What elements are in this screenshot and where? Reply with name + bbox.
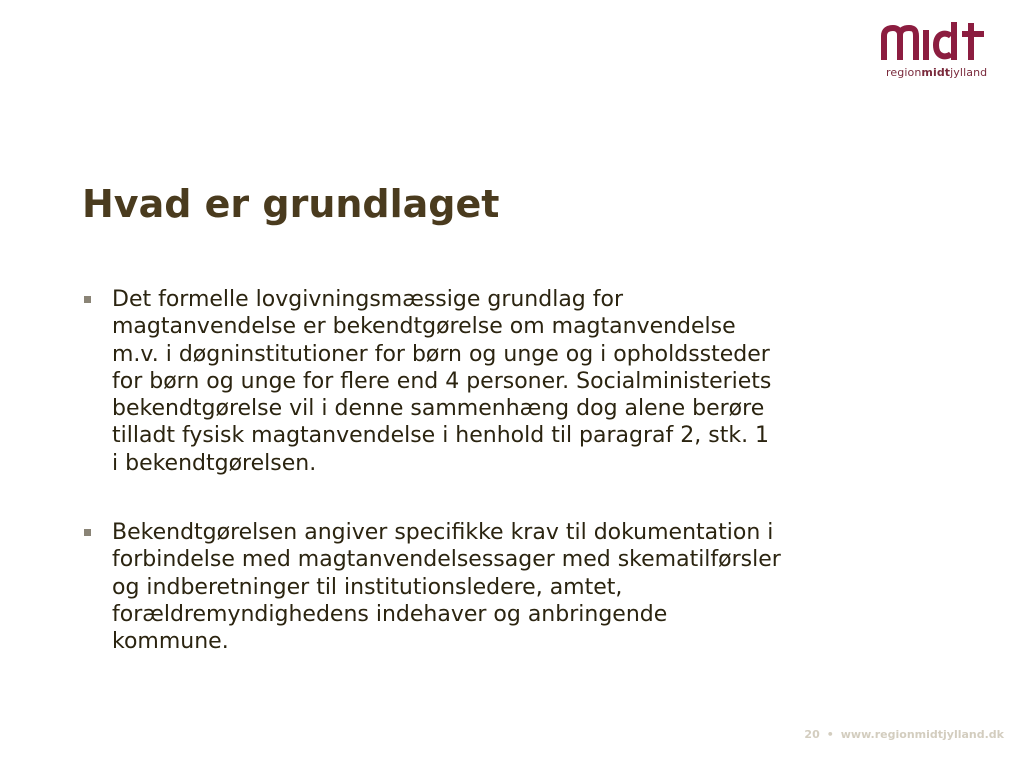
square-bullet-icon (84, 296, 91, 303)
logo-subline-region: region (886, 66, 922, 79)
bullet-text: Det formelle lovgivningsmæssige grundlag for magtanvendelse er bekendtgørelse om magtanvendelse m.v. i døgninstitutioner for børn og unge og i opholdssteder for børn og unge for flere end 4 personer. Socialministeriets bekendtgørelse vil i denne sammenhæng dog alene berøre tilladt fysisk magtanvendelse i henhold til paragraf 2, stk. 1 i bekendtgørelsen. (112, 287, 772, 476)
bullet-text: Bekendtgørelsen angiver specifikke krav til dokumentation i forbindelse med magtanvendelsessager med skematilførsler og indberetninger til institutionsledere, amtet, forældremyndighedens indehaver og anbringende kommune. (112, 520, 781, 655)
slide-title: Hvad er grundlaget (82, 182, 500, 226)
page-number: 20 (804, 728, 820, 741)
logo-subline (886, 66, 987, 79)
footer-separator: • (826, 728, 834, 741)
slide-footer (804, 728, 1004, 741)
square-bullet-icon (84, 529, 91, 536)
footer-url: www.regionmidtjylland.dk (840, 728, 1004, 741)
midt-wordmark-icon (876, 18, 1006, 66)
logo-subline-jylland: jylland (950, 66, 988, 79)
logo-subline-midt: midt (921, 66, 951, 79)
region-midtjylland-logo (876, 18, 1008, 84)
